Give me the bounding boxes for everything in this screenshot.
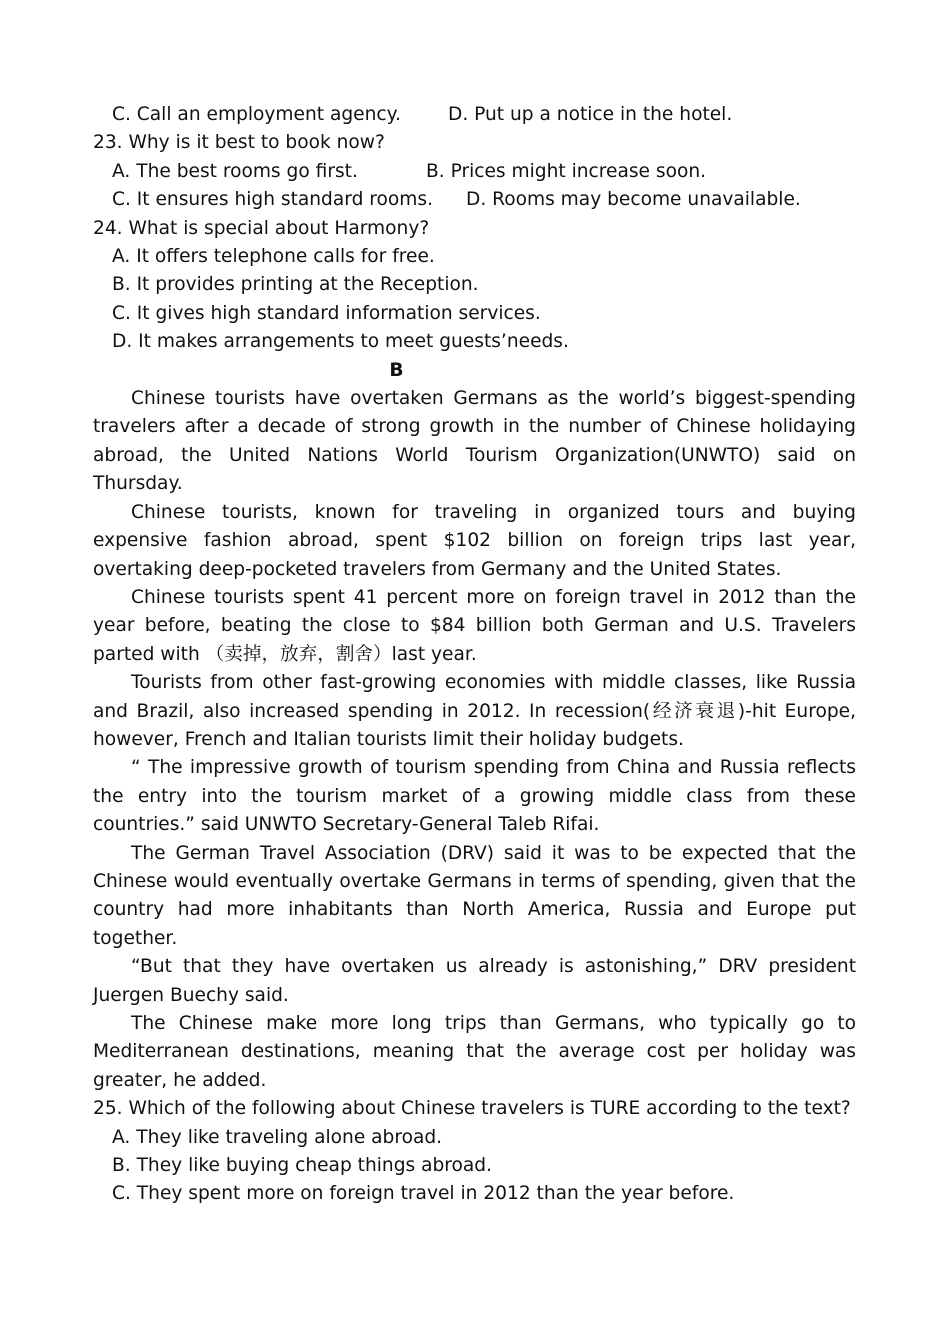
q24-option-b: B. It provides printing at the Reception. [112, 274, 479, 296]
passage-paragraph-8: The Chinese make more long trips than Germans, who typically go to Mediterranean destinations, meaning that the average cost per holiday was greater, he added. [93, 1013, 856, 1091]
q23-option-d: D. Rooms may become unavailable. [466, 189, 801, 211]
paragraph-4-text-a: Tourists from other fast-growing economies with middle classes, like Russia and Brazil, also increased spending in 2012. In recession( [93, 672, 856, 722]
q22-options-cd [93, 101, 856, 129]
passage-paragraph-2: Chinese tourists, known for traveling in organized tours and buying expensive fashion abroad, spent $102 billion on foreign trips last year, overtaking deep-pocketed travelers from Germany and the United States. [93, 501, 856, 580]
passage-paragraph-3 [93, 584, 856, 669]
q22-option-c: C. Call an employment agency. [112, 104, 401, 125]
q24-option-a: A. It offers telephone calls for free. [112, 246, 435, 268]
q23-options-cd [93, 186, 856, 214]
passage-paragraph-6: The German Travel Association (DRV) said it was to be expected that the Chinese would eventually overtake Germans in terms of spending, given that the country had more inhabitants than North America, Russia and Europe put together. [93, 842, 856, 949]
q23-question: 23. Why is it best to book now? [93, 132, 385, 154]
q24-question: 24. What is special about Harmony? [93, 217, 430, 239]
q25-option-c: C. They spent more on foreign travel in 2012 than the year before. [112, 1183, 735, 1205]
passage-paragraph-1: Chinese tourists have overtaken Germans as the world’s biggest-spending travelers after a decade of strong growth in the number of Chinese holidaying abroad, the United Nations World Tourism Organization(UNWTO) said on Thursday. [93, 388, 856, 495]
q23-options-ab [93, 158, 856, 186]
paragraph-4-text-b: )-hit Europe, however, French and Italian tourists limit their holiday budgets. [93, 700, 856, 750]
paragraph-3-text-a: Chinese tourists spent 41 percent more on foreign travel in 2012 than the year before, beating the close to $84 billion both German and U.S. Travelers parted with [93, 586, 856, 665]
passage-paragraph-5: “ The impressive growth of tourism spending from China and Russia reflects the entry into the tourism market of a growing middle class from these countries.” said UNWTO Secretary-General Taleb Rifai. [93, 757, 856, 836]
paragraph-3-chinese-gloss: （卖掉，放弃，割舍） [205, 643, 392, 665]
paragraph-4-chinese-gloss: 经济衰退 [650, 700, 738, 722]
paragraph-3-text-b: last year. [391, 643, 477, 665]
q25-option-a: A. They like traveling alone abroad. [112, 1126, 443, 1148]
q23-option-a: A. The best rooms go first. [112, 160, 358, 182]
passage-paragraph-7: “But that they have overtaken us already is astonishing,” DRV president Juergen Buechy said. [93, 956, 856, 1006]
q23-option-c: C. It ensures high standard rooms. [112, 189, 433, 211]
section-b-heading: B [389, 359, 404, 381]
q24-option-c: C. It gives high standard information services. [112, 302, 541, 324]
q25-option-b: B. They like buying cheap things abroad. [112, 1155, 493, 1177]
passage-paragraph-4 [93, 669, 856, 754]
q24-option-d: D. It makes arrangements to meet guests’needs. [112, 331, 569, 353]
q22-option-d: D. Put up a notice in the hotel. [448, 104, 733, 125]
q23-option-b: B. Prices might increase soon. [426, 160, 707, 182]
exam-page [93, 101, 856, 1209]
q25-question: 25. Which of the following about Chinese travelers is TURE according to the text? [93, 1098, 851, 1120]
